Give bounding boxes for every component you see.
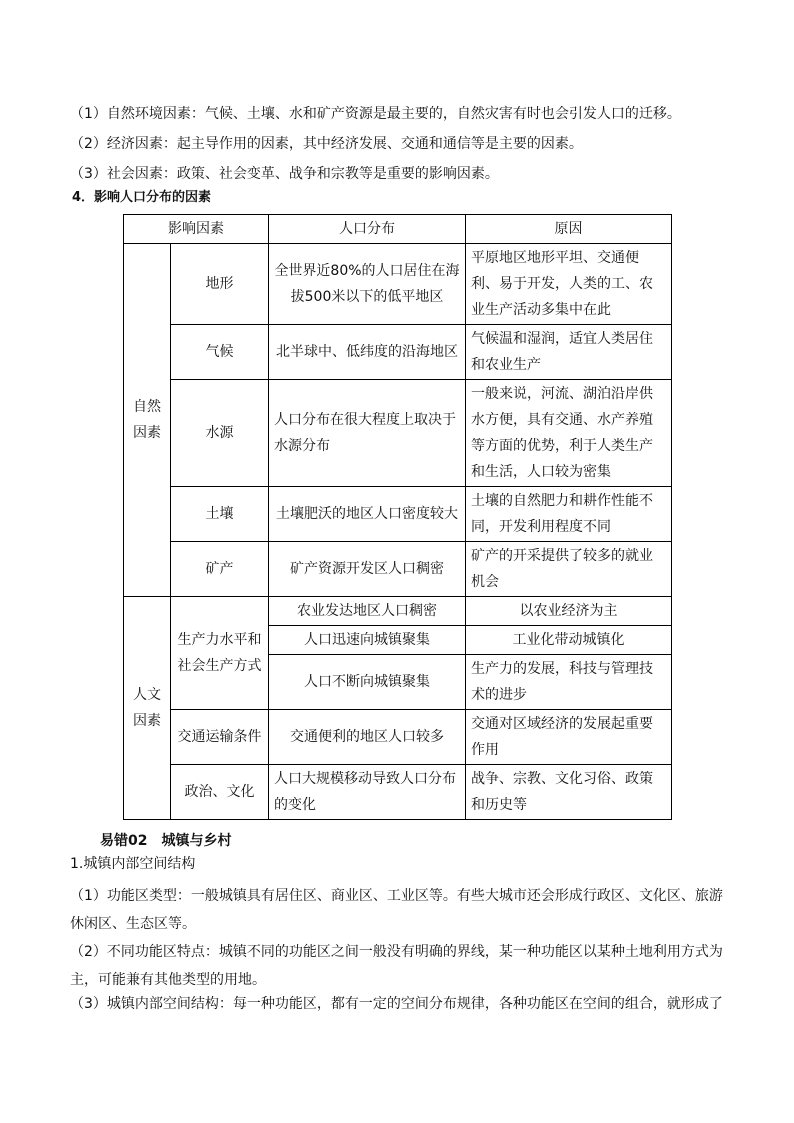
distribution-cell: 矿产资源开发区人口稠密 <box>269 542 466 597</box>
factor-cell: 土壤 <box>171 487 269 542</box>
reason-cell: 土壤的自然肥力和耕作性能不同，开发利用程度不同 <box>466 487 672 542</box>
section-4-title: 4．影响人口分布的因素 <box>72 190 212 205</box>
reason-cell: 交通对区域经济的发展起重要作用 <box>466 710 672 765</box>
table-row <box>124 380 672 487</box>
distribution-cell: 全世界近80%的人口居住在海拔500米以下的低平地区 <box>269 244 466 325</box>
header-factor: 影响因素 <box>124 215 269 244</box>
table-row <box>124 597 672 626</box>
factor-cell: 矿产 <box>171 542 269 597</box>
group-human: 人文因素 <box>124 597 171 820</box>
reason-cell: 平原地区地形平坦、交通便利、易于开发，人类的工、农业生产活动多集中在此 <box>466 244 672 325</box>
distribution-cell: 人口分布在很大程度上取决于水源分布 <box>269 380 466 487</box>
group-natural: 自然因素 <box>124 244 171 597</box>
paragraph-natural-factors: （1）自然环境因素：气候、土壤、水和矿产资源是最主要的，自然灾害有时也会引发人口的迁移。 <box>70 106 681 122</box>
reason-cell: 气候温和湿润，适宜人类居住和农业生产 <box>466 325 672 380</box>
table-row <box>124 710 672 765</box>
table-header-row <box>124 215 672 244</box>
reason-cell: 一般来说，河流、湖泊沿岸供水方便，具有交通、水产养殖等方面的优势，利于人类生产和生活，人口较为密集 <box>466 380 672 487</box>
reason-cell: 战争、宗教、文化习俗、政策和历史等 <box>466 765 672 820</box>
distribution-cell: 土壤肥沃的地区人口密度较大 <box>269 487 466 542</box>
factor-cell: 地形 <box>171 244 269 325</box>
reason-cell: 工业化带动城镇化 <box>466 626 672 655</box>
distribution-cell: 北半球中、低纬度的沿海地区 <box>269 325 466 380</box>
table-row <box>124 487 672 542</box>
factor-cell: 气候 <box>171 325 269 380</box>
factor-cell: 政治、文化 <box>171 765 269 820</box>
factor-cell: 水源 <box>171 380 269 487</box>
table-row <box>124 325 672 380</box>
distribution-cell: 人口迅速向城镇聚集 <box>269 626 466 655</box>
error-02-title: 易错02 城镇与乡村 <box>100 833 232 849</box>
paragraph-function-zone-types: （1）功能区类型：一般城镇具有居住区、商业区、工业区等。有些大城市还会形成行政区、文化区、旅游休闲区、生态区等。 <box>70 888 723 932</box>
distribution-cell: 交通便利的地区人口较多 <box>269 710 466 765</box>
reason-cell: 矿产的开采提供了较多的就业机会 <box>466 542 672 597</box>
section-1-title: 1.城镇内部空间结构 <box>70 856 196 872</box>
distribution-cell: 人口不断向城镇聚集 <box>269 655 466 710</box>
factor-cell: 交通运输条件 <box>171 710 269 765</box>
factor-cell: 生产力水平和社会生产方式 <box>171 597 269 710</box>
reason-cell: 生产力的发展，科技与管理技术的进步 <box>466 655 672 710</box>
table-row <box>124 244 672 325</box>
header-distribution: 人口分布 <box>269 215 466 244</box>
header-reason: 原因 <box>466 215 672 244</box>
table-row <box>124 765 672 820</box>
paragraph-economic-factors: （2）经济因素：起主导作用的因素，其中经济发展、交通和通信等是主要的因素。 <box>70 136 583 152</box>
distribution-cell: 人口大规模移动导致人口分布的变化 <box>269 765 466 820</box>
paragraph-spatial-structure: （3）城镇内部空间结构：每一种功能区，都有一定的空间分布规律，各种功能区在空间的组合，就形成了 <box>70 996 723 1012</box>
paragraph-social-factors: （3）社会因素：政策、社会变革、战争和宗教等是重要的影响因素。 <box>70 166 499 182</box>
reason-cell: 以农业经济为主 <box>466 597 672 626</box>
paragraph-function-zone-features: （2）不同功能区特点：城镇不同的功能区之间一般没有明确的界线，某一种功能区以某种土地利用方式为主，可能兼有其他类型的用地。 <box>70 944 723 988</box>
population-distribution-table <box>123 214 672 820</box>
distribution-cell: 农业发达地区人口稠密 <box>269 597 466 626</box>
table-row <box>124 542 672 597</box>
